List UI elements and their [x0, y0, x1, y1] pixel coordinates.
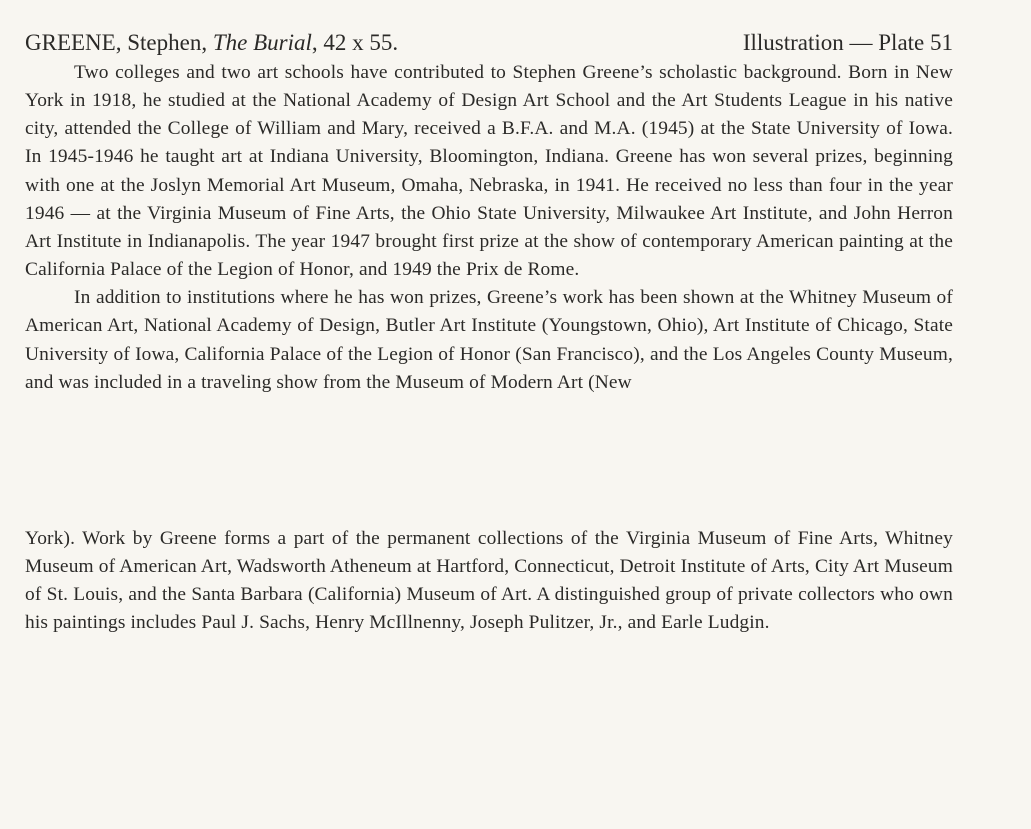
paragraph: In addition to institutions where he has won prizes, Greene’s work has been shown at the Whitney Museum of American Art, National Academy of Design, Butler Art Institute (Youngstown, Ohio), Art Institute of Chicago, State University of Iowa, California Palace of the Legion of Honor (San Francisco), and the Los Angeles County Museum, and was included in a traveling show from the Museum of Modern Art (New: [25, 287, 953, 393]
artwork-dimensions: 42 x 55.: [323, 30, 399, 55]
biography-text-continued: [25, 525, 953, 638]
paragraph: York). Work by Greene forms a part of the permanent collections of the Virginia Museum of Fine Arts, Whitney Museum of American Art, Wadsworth Atheneum at Hartford, Connecticut, Detroit Institute of Arts, City Art Museum of St. Louis, and the Santa Barbara (California) Museum of Art. A distinguished group of private collectors who own his paintings includes Paul J. Sachs, Henry McIllnenny, Joseph Pulitzer, Jr., and Earle Ludgin.: [25, 528, 953, 634]
artist-surname: GREENE: [25, 30, 116, 55]
entry-header: [25, 28, 953, 58]
biography-text: [25, 59, 953, 397]
artwork-caption: GREENE, Stephen, The Burial, 42 x 55.: [25, 30, 399, 55]
artist-first-name: Stephen: [127, 30, 202, 55]
paragraph: Two colleges and two art schools have contributed to Stephen Greene’s scholastic background. Born in New York in 1918, he studied at the National Academy of Design Art School and the Art Students League in his native city, attended the College of William and Mary, received a B.F.A. and M.A. (1945) at the State University of Iowa. In 1945-1946 he taught art at Indiana University, Bloomington, Indiana. Greene has won several prizes, beginning with one at the Joslyn Memorial Art Museum, Omaha, Nebraska, in 1941. He received no less than four in the year 1946 — at the Virginia Museum of Fine Arts, the Ohio State University, Milwaukee Art Institute, and John Herron Art Institute in Indianapolis. The year 1947 brought first prize at the show of contemporary American painting at the California Palace of the Legion of Honor, and 1949 the Prix de Rome.: [25, 62, 953, 281]
plate-reference: Illustration — Plate 51: [742, 30, 953, 55]
artwork-title: The Burial: [212, 30, 312, 55]
